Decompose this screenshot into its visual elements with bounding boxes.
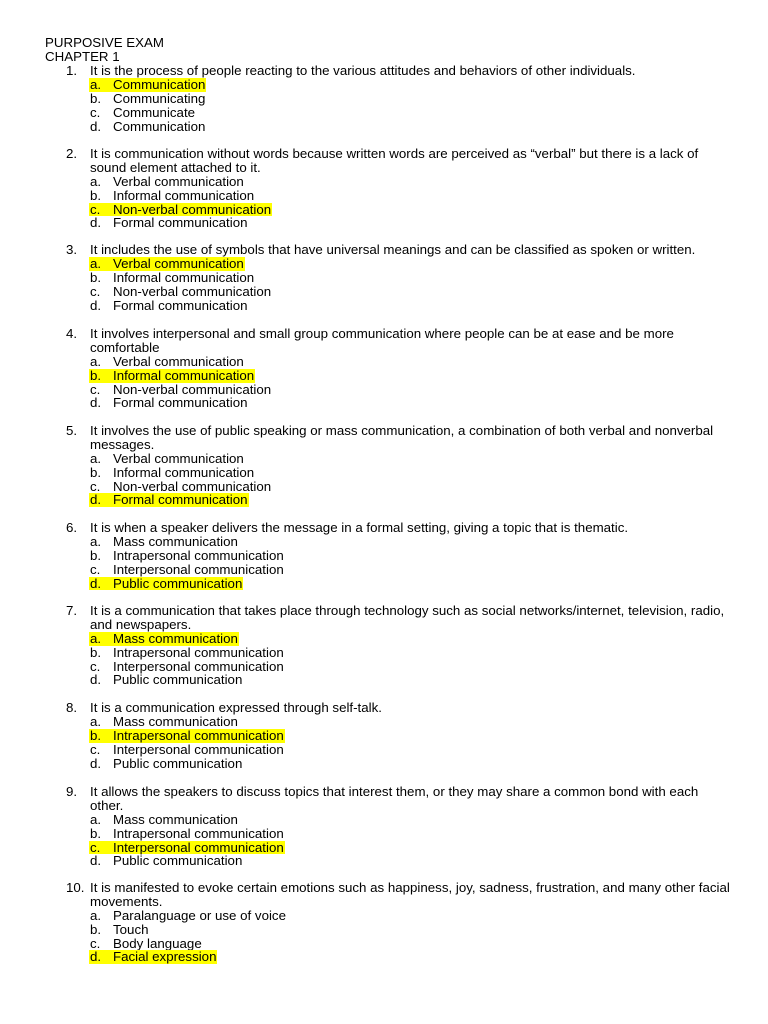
answer-option xyxy=(0,549,768,563)
option-letter: c. xyxy=(90,741,101,757)
answer-option xyxy=(0,120,768,134)
option-text: Verbal communication xyxy=(113,353,244,369)
option-letter: c. xyxy=(90,201,101,217)
option-text: Formal communication xyxy=(113,215,248,231)
option-letter: b. xyxy=(90,921,102,937)
option-letter: a. xyxy=(90,353,102,369)
answer-option xyxy=(0,189,768,203)
option-letter: a. xyxy=(90,255,102,271)
option-letter: d. xyxy=(90,297,102,313)
option-letter: d. xyxy=(90,672,102,688)
option-text: Public communication xyxy=(113,575,243,591)
option-letter: b. xyxy=(90,90,102,106)
question-text: It is a communication that takes place through technology such as social networks/internet, television, radio, and newspapers. xyxy=(90,603,725,632)
answer-option xyxy=(0,813,768,827)
option-text: Verbal communication xyxy=(113,173,244,189)
question-number: 2. xyxy=(66,146,78,161)
option-text: Informal communication xyxy=(113,367,255,383)
answer-option xyxy=(0,743,768,757)
answer-option xyxy=(0,841,768,855)
answer-option xyxy=(0,92,768,106)
option-letter: c. xyxy=(90,658,101,674)
question-9 xyxy=(0,785,768,868)
question-number: 6. xyxy=(66,520,78,535)
question-number: 1. xyxy=(66,63,78,78)
option-letter: d. xyxy=(90,118,102,134)
question-text: It involves the use of public speaking or mass communication, a combination of both verbal and nonverbal messages. xyxy=(90,423,714,452)
answer-option xyxy=(0,950,768,964)
answer-option xyxy=(0,175,768,189)
option-letter: c. xyxy=(90,283,101,299)
option-text: Verbal communication xyxy=(113,450,244,466)
answer-option xyxy=(0,355,768,369)
option-text: Informal communication xyxy=(113,187,255,203)
question-row xyxy=(0,327,768,355)
question-row xyxy=(0,424,768,452)
answer-option xyxy=(0,452,768,466)
answer-option xyxy=(0,715,768,729)
option-letter: a. xyxy=(90,533,102,549)
option-letter: d. xyxy=(90,949,102,965)
option-text: Informal communication xyxy=(113,464,255,480)
option-text: Public communication xyxy=(113,672,243,688)
option-text: Interpersonal communication xyxy=(113,839,284,855)
answer-option xyxy=(0,203,768,217)
option-text: Public communication xyxy=(113,853,243,869)
question-number: 7. xyxy=(66,603,78,618)
option-letter: b. xyxy=(90,187,102,203)
question-7 xyxy=(0,604,768,687)
question-row xyxy=(0,147,768,175)
question-row xyxy=(0,604,768,632)
question-row xyxy=(0,64,768,78)
question-number: 5. xyxy=(66,423,78,438)
answer-option xyxy=(0,577,768,591)
option-text: Non-verbal communication xyxy=(113,381,272,397)
option-letter: d. xyxy=(90,755,102,771)
question-4 xyxy=(0,327,768,410)
option-letter: c. xyxy=(90,935,101,951)
question-text: It includes the use of symbols that have universal meanings and can be classified as spoken or written. xyxy=(90,242,696,257)
question-6 xyxy=(0,521,768,590)
option-text: Formal communication xyxy=(113,492,248,508)
question-number: 9. xyxy=(66,784,78,799)
answer-option xyxy=(0,78,768,92)
option-text: Public communication xyxy=(113,755,243,771)
option-letter: d. xyxy=(90,395,102,411)
option-text: Informal communication xyxy=(113,269,255,285)
option-text: Mass communication xyxy=(113,713,238,729)
question-10 xyxy=(0,881,768,964)
answer-option xyxy=(0,563,768,577)
option-letter: c. xyxy=(90,561,101,577)
option-letter: b. xyxy=(90,644,102,660)
option-text: Communicate xyxy=(113,104,196,120)
option-text: Verbal communication xyxy=(113,255,244,271)
option-letter: d. xyxy=(90,853,102,869)
option-letter: a. xyxy=(90,450,102,466)
answer-option xyxy=(0,535,768,549)
option-text: Mass communication xyxy=(113,533,238,549)
option-letter: c. xyxy=(90,381,101,397)
option-text: Intrapersonal communication xyxy=(113,547,284,563)
option-text: Communication xyxy=(113,118,206,134)
option-text: Intrapersonal communication xyxy=(113,825,284,841)
option-text: Non-verbal communication xyxy=(113,283,272,299)
option-text: Intrapersonal communication xyxy=(113,644,284,660)
answer-option xyxy=(0,383,768,397)
option-letter: a. xyxy=(90,907,102,923)
question-number: 4. xyxy=(66,326,78,341)
answer-option xyxy=(0,466,768,480)
answer-option xyxy=(0,854,768,868)
option-text: Intrapersonal communication xyxy=(113,727,284,743)
option-letter: b. xyxy=(90,825,102,841)
answer-option xyxy=(0,646,768,660)
option-text: Interpersonal communication xyxy=(113,561,284,577)
question-text: It is manifested to evoke certain emotions such as happiness, joy, sadness, frustration, and many other facial movements. xyxy=(90,880,730,909)
question-1 xyxy=(0,64,768,133)
option-letter: a. xyxy=(90,630,102,646)
question-8 xyxy=(0,701,768,770)
question-row xyxy=(0,521,768,535)
question-3 xyxy=(0,243,768,312)
question-row xyxy=(0,701,768,715)
option-letter: b. xyxy=(90,464,102,480)
answer-option xyxy=(0,632,768,646)
question-row xyxy=(0,243,768,257)
answer-option xyxy=(0,757,768,771)
answer-option xyxy=(0,660,768,674)
question-number: 3. xyxy=(66,242,78,257)
answer-option xyxy=(0,257,768,271)
answer-option xyxy=(0,909,768,923)
question-text: It is when a speaker delivers the message in a formal setting, giving a topic that is thematic. xyxy=(90,520,629,535)
answer-option xyxy=(0,493,768,507)
option-text: Body language xyxy=(113,935,202,951)
chapter-heading: CHAPTER 1 xyxy=(45,49,120,64)
option-letter: d. xyxy=(90,575,102,591)
option-text: Mass communication xyxy=(113,811,238,827)
answer-option xyxy=(0,369,768,383)
question-text: It is the process of people reacting to the various attitudes and behaviors of other individuals. xyxy=(90,63,636,78)
option-text: Formal communication xyxy=(113,297,248,313)
option-text: Interpersonal communication xyxy=(113,658,284,674)
option-letter: d. xyxy=(90,492,102,508)
answer-option xyxy=(0,216,768,230)
answer-option xyxy=(0,937,768,951)
question-text: It involves interpersonal and small group communication where people can be at ease and be more comfortable xyxy=(90,326,674,355)
option-text: Facial expression xyxy=(113,949,217,965)
option-text: Interpersonal communication xyxy=(113,741,284,757)
answer-option xyxy=(0,299,768,313)
answer-option xyxy=(0,285,768,299)
option-letter: d. xyxy=(90,215,102,231)
question-number: 10. xyxy=(66,880,85,895)
question-text: It is communication without words because written words are perceived as “verbal” but there is a lack of sound element attached to it. xyxy=(90,146,699,175)
option-letter: b. xyxy=(90,547,102,563)
answer-option xyxy=(0,396,768,410)
question-text: It allows the speakers to discuss topics that interest them, or they may share a common bond with each other. xyxy=(90,784,699,813)
option-letter: b. xyxy=(90,727,102,743)
exam-title: PURPOSIVE EXAM xyxy=(45,35,164,50)
question-row xyxy=(0,881,768,909)
option-text: Communication xyxy=(113,76,206,92)
option-text: Paralanguage or use of voice xyxy=(113,907,286,923)
option-text: Communicating xyxy=(113,90,206,106)
option-text: Formal communication xyxy=(113,395,248,411)
answer-option xyxy=(0,827,768,841)
answer-option xyxy=(0,673,768,687)
answer-option xyxy=(0,106,768,120)
option-letter: b. xyxy=(90,269,102,285)
option-letter: b. xyxy=(90,367,102,383)
option-letter: a. xyxy=(90,76,102,92)
question-2 xyxy=(0,147,768,230)
option-letter: c. xyxy=(90,478,101,494)
option-letter: a. xyxy=(90,713,102,729)
answer-option xyxy=(0,480,768,494)
question-number: 8. xyxy=(66,700,78,715)
option-letter: a. xyxy=(90,811,102,827)
option-text: Touch xyxy=(113,921,149,937)
answer-option xyxy=(0,923,768,937)
option-letter: a. xyxy=(90,173,102,189)
answer-option xyxy=(0,729,768,743)
question-row xyxy=(0,785,768,813)
option-letter: c. xyxy=(90,104,101,120)
question-5 xyxy=(0,424,768,507)
option-letter: c. xyxy=(90,839,101,855)
option-text: Mass communication xyxy=(113,630,238,646)
answer-option xyxy=(0,271,768,285)
option-text: Non-verbal communication xyxy=(113,201,272,217)
option-text: Non-verbal communication xyxy=(113,478,272,494)
question-text: It is a communication expressed through self-talk. xyxy=(90,700,382,715)
